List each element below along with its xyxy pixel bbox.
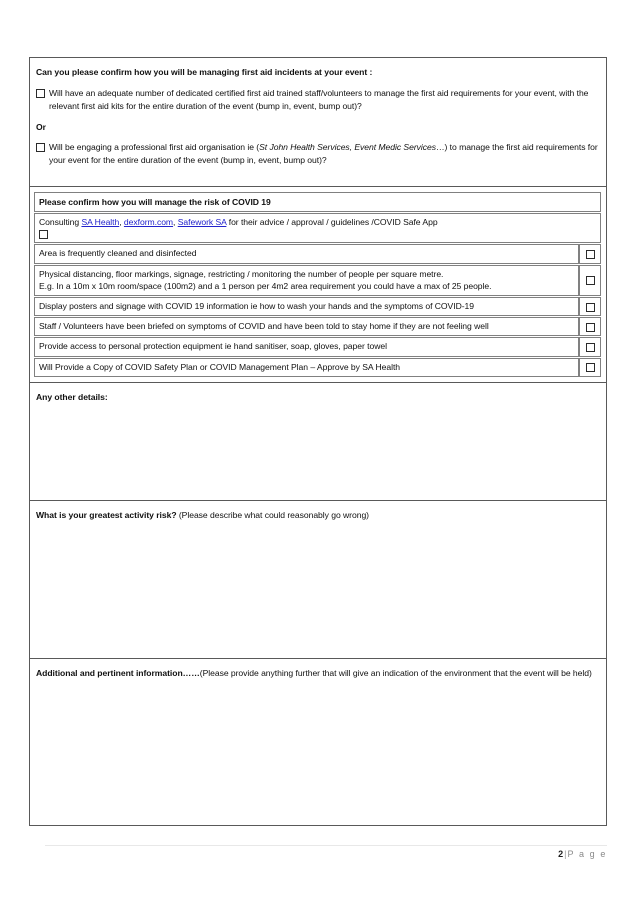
first-aid-section xyxy=(30,58,606,187)
covid-consulting-suffix: for their advice / approval / guidelines /COVID Safe App xyxy=(226,217,438,228)
first-aid-option-2[interactable] xyxy=(36,141,601,167)
covid-table-header-row xyxy=(34,192,601,212)
unchecked-checkbox-icon[interactable] xyxy=(36,89,45,98)
covid-row-5-label: Provide access to personal protection equipment ie hand sanitiser, soap, gloves, paper towel xyxy=(34,337,579,356)
additional-info-label xyxy=(36,667,601,680)
unchecked-checkbox-icon[interactable] xyxy=(586,276,595,285)
first-aid-option-2-text-italic: St John Health Services, Event Medic Services xyxy=(259,142,436,153)
first-aid-question: Can you please confirm how you will be managing first aid incidents at your event : xyxy=(36,67,373,77)
first-aid-bottom-spacer xyxy=(36,167,601,178)
first-aid-option-1-label: Will have an adequate number of dedicated certified first aid trained staff/volunteers to manage the first aid requirements for your event, with the relevant first aid kits for the entire duration of the event (bump in, event, bump out)? xyxy=(49,88,589,112)
covid-header-label: Please confirm how you will manage the risk of COVID 19 xyxy=(34,192,601,212)
covid-table-row[interactable] xyxy=(34,358,601,377)
covid-row-1-label: Area is frequently cleaned and disinfected xyxy=(34,244,579,263)
other-details-section[interactable] xyxy=(30,383,606,501)
safework-sa-link[interactable]: Safework SA xyxy=(177,217,227,228)
activity-risk-section[interactable] xyxy=(30,501,606,659)
footer-divider xyxy=(45,845,607,846)
covid-checklist-table xyxy=(34,191,601,378)
covid-table-row[interactable] xyxy=(34,265,601,296)
covid-row-3-label: Display posters and signage with COVID 19 information ie how to wash your hands and the symptoms of COVID-19 xyxy=(34,297,579,316)
covid-consulting-cell xyxy=(34,213,601,243)
covid-table-row[interactable] xyxy=(34,244,601,263)
covid-row-6-label: Will Provide a Copy of COVID Safety Plan or COVID Management Plan – Approve by SA Health xyxy=(34,358,579,377)
activity-risk-label-normal: (Please describe what could reasonably go wrong) xyxy=(176,509,369,520)
dexform-link[interactable]: dexform.com xyxy=(123,217,174,228)
first-aid-option-2-text-before: Will be engaging a professional first aid organisation ie ( xyxy=(49,142,260,153)
unchecked-checkbox-icon[interactable] xyxy=(586,323,595,332)
covid-row-4-label: Staff / Volunteers have been briefed on symptoms of COVID and have been told to stay home if they are not feeling well xyxy=(34,317,579,336)
footer-separator: | xyxy=(564,849,567,859)
page-footer xyxy=(558,849,607,859)
unchecked-checkbox-icon[interactable] xyxy=(586,303,595,312)
covid-row-4-checkbox-cell[interactable] xyxy=(579,317,601,336)
covid-row-5-checkbox-cell[interactable] xyxy=(579,337,601,356)
activity-risk-label-bold: What is your greatest activity risk? xyxy=(36,509,177,520)
covid-table-row[interactable] xyxy=(34,337,601,356)
covid-table-row[interactable] xyxy=(34,297,601,316)
other-details-label: Any other details: xyxy=(36,391,108,402)
covid-row-6-checkbox-cell[interactable] xyxy=(579,358,601,377)
additional-info-label-bold: Additional and pertinent information…… xyxy=(36,667,200,678)
covid-consulting-prefix: Consulting xyxy=(39,217,82,228)
first-aid-option-1[interactable] xyxy=(36,87,601,113)
additional-info-label-normal: (Please provide anything further that will give an indication of the environment that the event will be held) xyxy=(199,667,592,678)
first-aid-option-2-text-after: …) to manage the first aid requirements for your event for the entire duration of the event (bump in, event, bump out)? xyxy=(49,142,598,166)
unchecked-checkbox-icon[interactable] xyxy=(586,250,595,259)
link-separator-2: , xyxy=(173,217,178,228)
covid-table-row[interactable] xyxy=(34,317,601,336)
covid-row-2-checkbox-cell[interactable] xyxy=(579,265,601,296)
covid-consulting-row[interactable] xyxy=(34,213,601,243)
covid-row-2-label xyxy=(34,265,579,296)
activity-risk-label xyxy=(36,509,601,522)
covid-row-2-line-1: Physical distancing, floor markings, signage, restricting / monitoring the number of people per square metre. xyxy=(39,268,444,279)
covid-section xyxy=(30,187,606,383)
footer-page-number: 2 xyxy=(558,849,564,859)
additional-info-section[interactable] xyxy=(30,659,606,825)
link-separator-1: , xyxy=(119,217,124,228)
unchecked-checkbox-icon[interactable] xyxy=(36,143,45,152)
covid-row-2-line-2: E.g. In a 10m x 10m room/space (100m2) and a 1 person per 4m2 area requirement you could have a max of 25 people. xyxy=(39,280,492,291)
sa-health-link[interactable]: SA Health xyxy=(81,217,120,228)
unchecked-checkbox-icon[interactable] xyxy=(586,363,595,372)
footer-page-label: P a g e xyxy=(567,849,607,859)
covid-row-3-checkbox-cell[interactable] xyxy=(579,297,601,316)
first-aid-option-2-label xyxy=(49,141,601,167)
covid-row-1-checkbox-cell[interactable] xyxy=(579,244,601,263)
unchecked-checkbox-icon[interactable] xyxy=(586,343,595,352)
unchecked-checkbox-icon[interactable] xyxy=(39,230,48,239)
document-content-frame xyxy=(29,57,607,826)
first-aid-or-label: Or xyxy=(36,122,47,133)
